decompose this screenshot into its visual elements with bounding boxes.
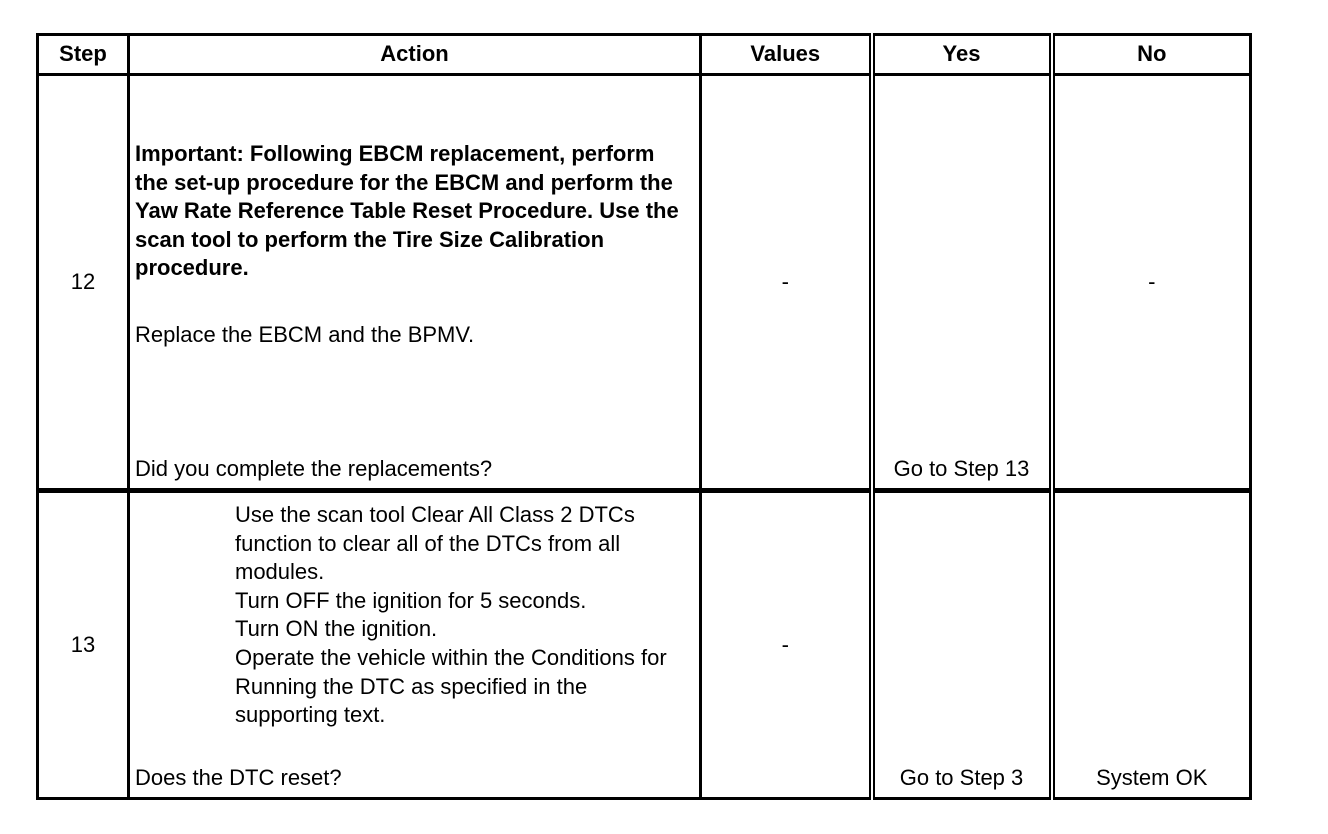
step-number: 13 bbox=[38, 491, 129, 799]
header-values: Values bbox=[701, 35, 872, 75]
instruction-item: Use the scan tool Clear All Class 2 DTCs function to clear all of the DTCs from all modules. bbox=[235, 502, 635, 585]
header-yes: Yes bbox=[872, 35, 1052, 75]
action-cell bbox=[129, 491, 701, 799]
table-row-step-13 bbox=[38, 491, 1251, 799]
step-number: 12 bbox=[38, 75, 129, 491]
instruction-item: Turn OFF the ignition for 5 seconds. bbox=[235, 587, 587, 613]
no-cell: - bbox=[1052, 75, 1251, 491]
question-text: Did you complete the replacements? bbox=[135, 456, 493, 482]
no-result: System OK bbox=[1096, 765, 1208, 791]
important-note: Important: Following EBCM replacement, perform the set-up procedure for the EBCM and perform the Yaw Rate Reference Table Reset Procedure. Use the scan tool to perform the Tire Size Calibration procedure. bbox=[135, 141, 679, 281]
yes-link: Go to Step 3 bbox=[899, 765, 1024, 791]
header-action: Action bbox=[129, 35, 701, 75]
no-cell bbox=[1052, 491, 1251, 799]
yes-cell bbox=[872, 491, 1052, 799]
yes-cell bbox=[872, 75, 1052, 491]
question-text: Does the DTC reset? bbox=[135, 765, 342, 791]
header-no: No bbox=[1052, 35, 1251, 75]
instruction-item: Turn ON the ignition. bbox=[235, 616, 438, 642]
yes-link: Go to Step 13 bbox=[893, 456, 1030, 482]
instruction-item: Operate the vehicle within the Conditions for Running the DTC as specified in the supporting text. bbox=[235, 644, 667, 728]
table-row-step-12 bbox=[38, 75, 1251, 491]
header-row bbox=[38, 35, 1251, 75]
values-cell: - bbox=[701, 491, 872, 799]
header-step: Step bbox=[38, 35, 129, 75]
diagnostic-table bbox=[36, 33, 1252, 800]
instruction-list bbox=[235, 501, 693, 730]
action-cell bbox=[129, 75, 701, 491]
instruction-text: Replace the EBCM and the BPMV. bbox=[135, 322, 475, 347]
values-cell: - bbox=[701, 75, 872, 491]
